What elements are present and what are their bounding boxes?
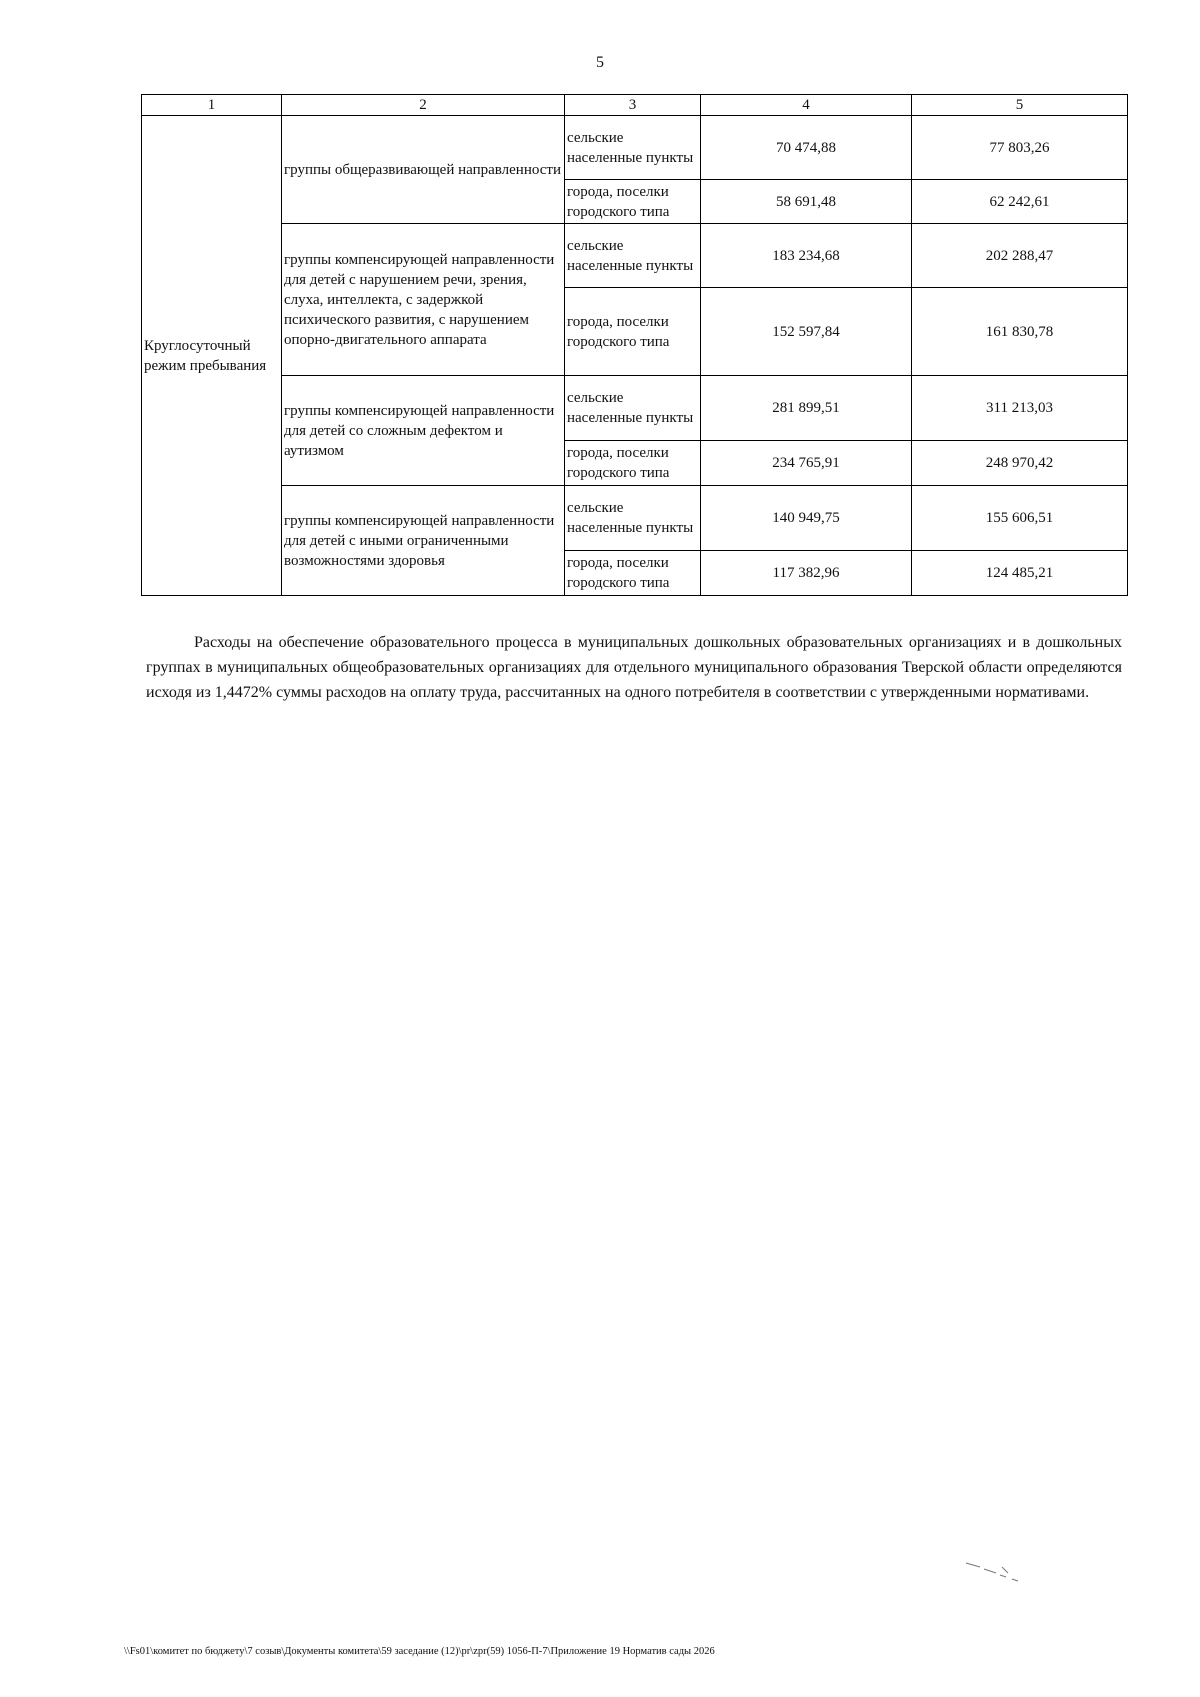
page-number: 5 — [596, 54, 604, 71]
value-cell-col5: 62 242,61 — [912, 180, 1128, 224]
value-cell-col4: 70 474,88 — [701, 116, 912, 180]
value-cell-col4: 140 949,75 — [701, 486, 912, 551]
column-header: 5 — [912, 95, 1128, 116]
value-cell-col4: 234 765,91 — [701, 441, 912, 486]
settlement-type-cell: города, поселки городского типа — [565, 288, 701, 376]
settlement-type-cell: города, поселки городского типа — [565, 180, 701, 224]
value-cell-col5: 161 830,78 — [912, 288, 1128, 376]
group-name-cell: группы общеразвивающей направленности — [282, 116, 565, 224]
settlement-type-cell: сельские населенные пункты — [565, 116, 701, 180]
settlement-type-cell: сельские населенные пункты — [565, 376, 701, 441]
column-header: 3 — [565, 95, 701, 116]
table-row — [142, 116, 1128, 180]
value-cell-col4: 183 234,68 — [701, 224, 912, 288]
group-name-cell: группы компенсирующей направленности для детей со сложным дефектом и аутизмом — [282, 376, 565, 486]
column-header: 4 — [701, 95, 912, 116]
file-path-footer: \\Fs01\комитет по бюджету\7 созыв\Документы комитета\59 заседание (12)\pr\zpr(59) 1056-П-7\Приложение 19 Норматив сады 2026 — [124, 1646, 715, 1657]
column-header: 1 — [142, 95, 282, 116]
value-cell-col4: 117 382,96 — [701, 551, 912, 596]
group-name-cell: группы компенсирующей направленности для детей с нарушением речи, зрения, слуха, интеллекта, с задержкой психического развития, с нарушением опорно-двигательного аппарата — [282, 224, 565, 376]
column-header: 2 — [282, 95, 565, 116]
value-cell-col4: 58 691,48 — [701, 180, 912, 224]
table-row — [142, 486, 1128, 551]
value-cell-col4: 281 899,51 — [701, 376, 912, 441]
scan-artifact-mark — [962, 1555, 1042, 1595]
table-row — [142, 376, 1128, 441]
table-row — [142, 224, 1128, 288]
value-cell-col5: 311 213,03 — [912, 376, 1128, 441]
settlement-type-cell: города, поселки городского типа — [565, 551, 701, 596]
value-cell-col5: 155 606,51 — [912, 486, 1128, 551]
group-name-cell: группы компенсирующей направленности для детей с иными ограниченными возможностями здоровья — [282, 486, 565, 596]
value-cell-col5: 77 803,26 — [912, 116, 1128, 180]
normatives-table — [141, 94, 1128, 596]
table-header-row — [142, 95, 1128, 116]
value-cell-col5: 124 485,21 — [912, 551, 1128, 596]
expenses-paragraph: Расходы на обеспечение образовательного процесса в муниципальных дошкольных образовательных организациях и в дошкольных группах в муниципальных общеобразовательных организациях для отдельного муниципального образования Тверской области определяются исходя из 1,4472% суммы расходов на оплату труда, рассчитанных на одного потребителя в соответствии с утвержденными нормативами. — [146, 634, 1122, 701]
value-cell-col5: 202 288,47 — [912, 224, 1128, 288]
stay-mode-cell: Круглосуточный режим пребывания — [142, 116, 282, 596]
value-cell-col4: 152 597,84 — [701, 288, 912, 376]
value-cell-col5: 248 970,42 — [912, 441, 1128, 486]
settlement-type-cell: сельские населенные пункты — [565, 224, 701, 288]
settlement-type-cell: города, поселки городского типа — [565, 441, 701, 486]
settlement-type-cell: сельские населенные пункты — [565, 486, 701, 551]
